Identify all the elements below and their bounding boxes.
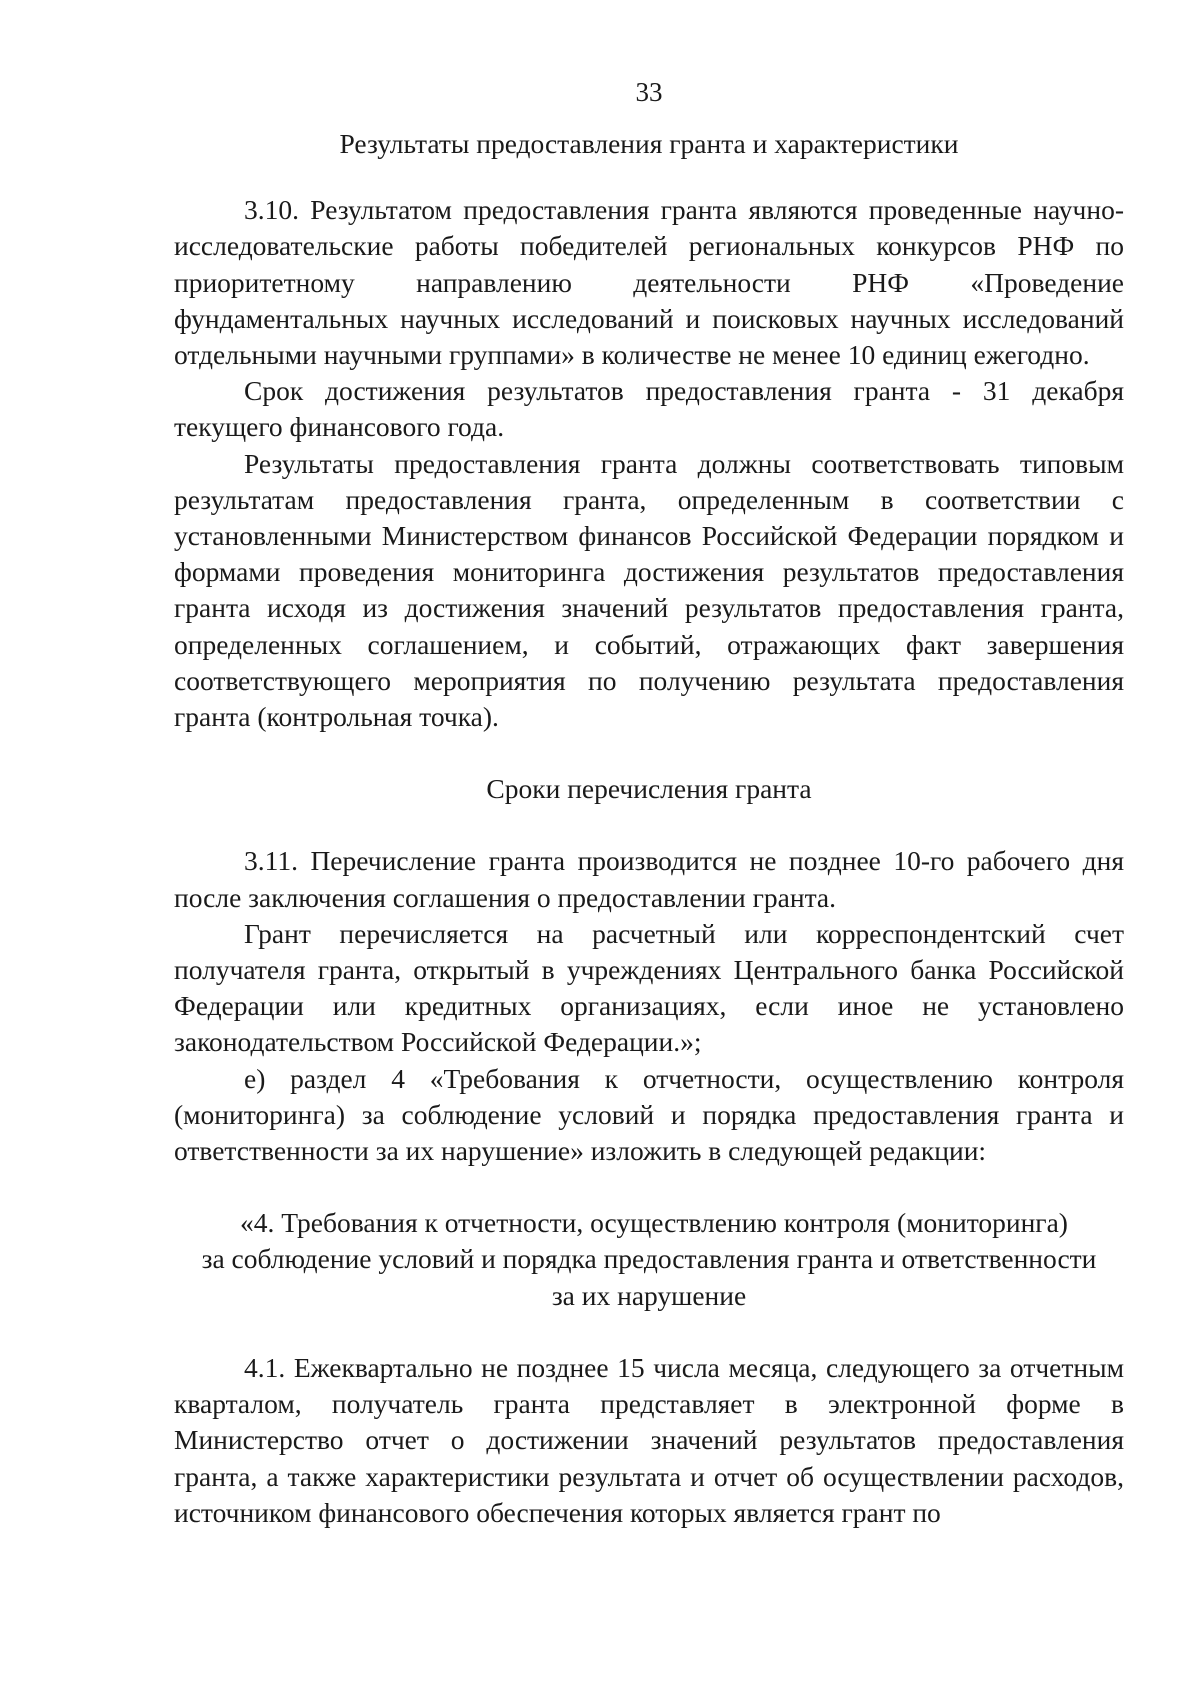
heading-transfer: Сроки перечисления гранта bbox=[486, 773, 812, 805]
heading-section4-line2: за соблюдение условий и порядка предоставления гранта и ответственности bbox=[201, 1243, 1097, 1275]
heading-section4-line1: «4. Требования к отчетности, осуществлению контроля (мониторинга) bbox=[240, 1207, 1068, 1239]
paragraph-3-11: 3.11. Перечисление гранта производится не позднее 10-го рабочего дня после заключения соглашения о предоставлении гранта. bbox=[174, 845, 1124, 913]
paragraph-section-e: е) раздел 4 «Требования к отчетности, осуществлению контроля (мониторинга) за соблюдение условий и порядка предоставления гранта и ответственности за их нарушение» изложить в следующей редакции: bbox=[174, 1062, 1124, 1167]
spacer bbox=[174, 735, 1124, 771]
spacer bbox=[174, 1169, 1124, 1205]
paragraph-typical-results: Результаты предоставления гранта должны соответствовать типовым результатам предоставления гранта, определенным в соответствии с установленными Министерством финансов Российской Федерации порядком и формами проведения мониторинга достижения результатов предоставления гранта исходя из достижения значений результатов предоставления гранта, определенных соглашением, и событий, отражающих факт завершения соответствующего мероприятия по получению результата предоставления гранта (контрольная точка). bbox=[174, 447, 1124, 733]
paragraph-3-10: 3.10. Результатом предоставления гранта являются проведенные научно-исследовательские работы победителей региональных конкурсов РНФ по приоритетному направлению деятельности РНФ «Проведение фундаментальных научных исследований и поисковых научных исследований отдельными научными группами» в количестве не менее 10 единиц ежегодно. bbox=[174, 194, 1124, 371]
paragraph-deadline: Срок достижения результатов предоставления гранта - 31 декабря текущего финансового года. bbox=[174, 375, 1124, 443]
document-body bbox=[174, 126, 1124, 1531]
heading-results: Результаты предоставления гранта и характеристики bbox=[339, 128, 959, 159]
paragraph-4-1: 4.1. Ежеквартально не позднее 15 числа месяца, следующего за отчетным кварталом, получатель гранта представляет в электронной форме в Министерство отчет о достижении значений результатов предоставления гранта, а также характеристики результата и отчет об осуществлении расходов, источником финансового обеспечения которых является грант по bbox=[174, 1351, 1124, 1528]
spacer bbox=[174, 162, 1124, 192]
paragraph-account: Грант перечисляется на расчетный или корреспондентский счет получателя гранта, открытый в учреждениях Центрального банка Российской Федерации или кредитных организациях, если иное не установлено законодательством Российской Федерации.»; bbox=[174, 917, 1124, 1058]
page-number: 33 bbox=[635, 77, 663, 107]
spacer bbox=[174, 1314, 1124, 1350]
heading-section4-line3: за их нарушение bbox=[551, 1279, 747, 1311]
spacer bbox=[174, 807, 1124, 843]
